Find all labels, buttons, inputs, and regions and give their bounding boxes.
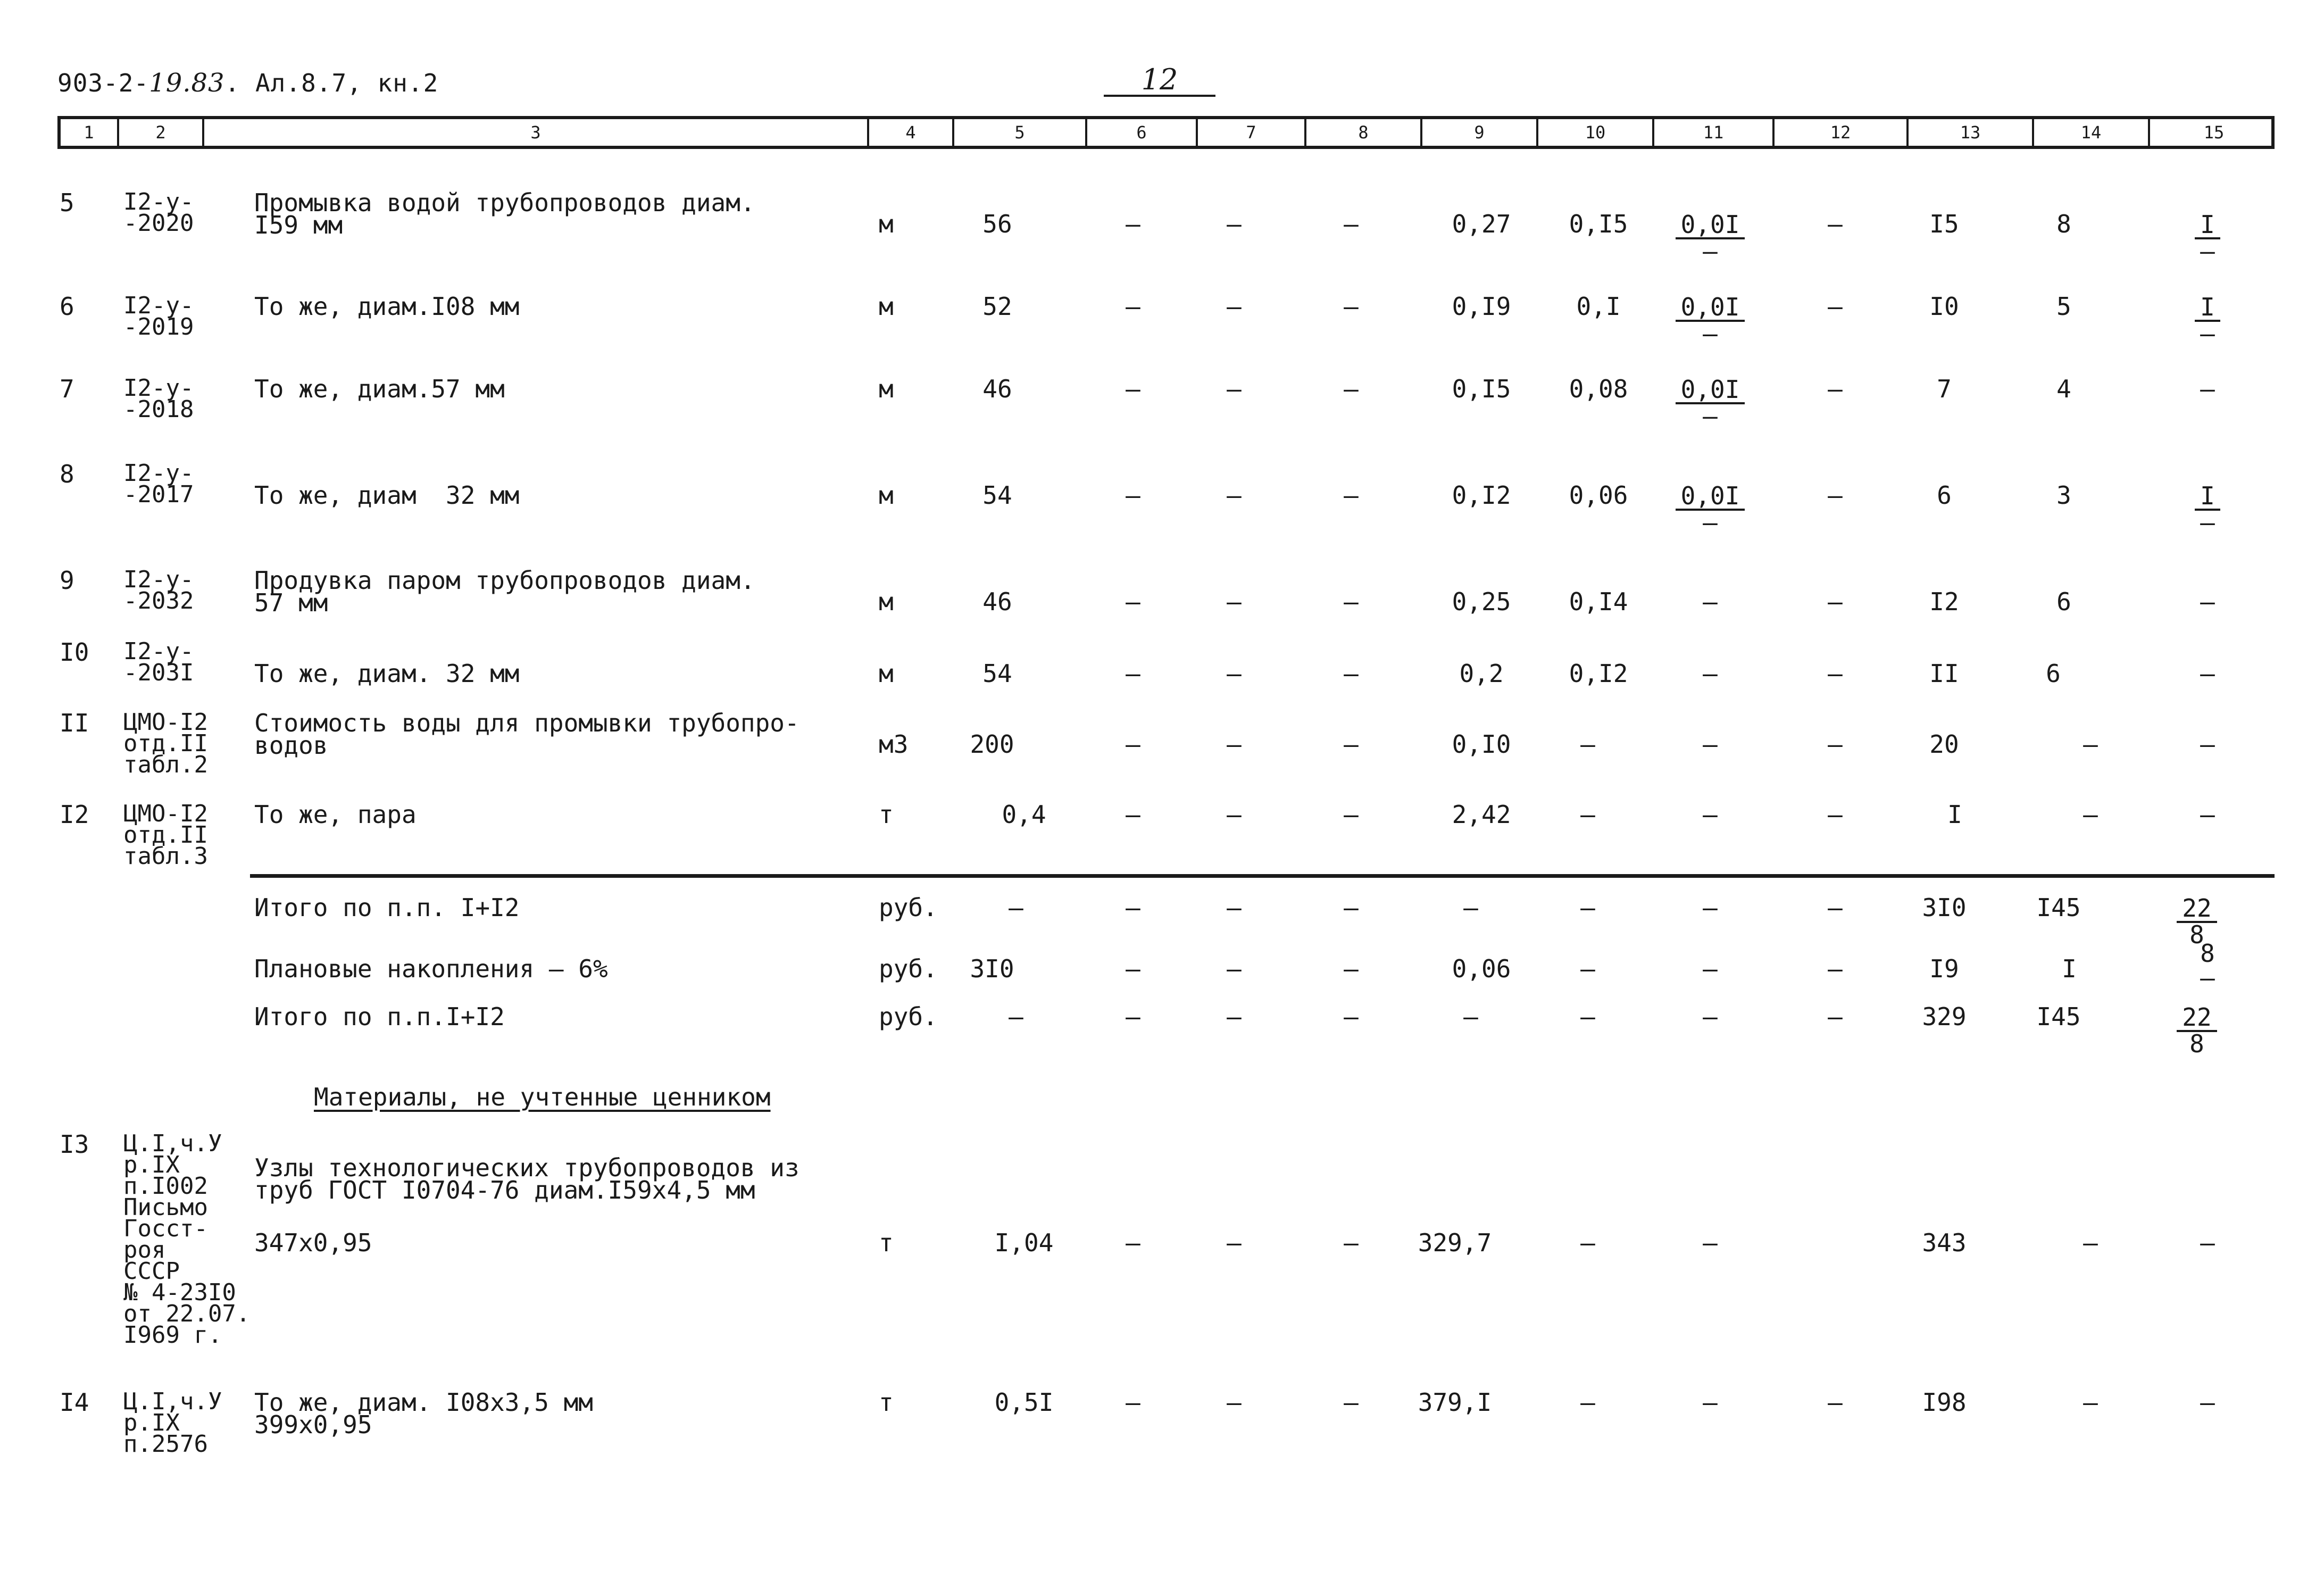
col15-top: 8 [2200,939,2215,968]
col-num-6: 6 [1085,119,1196,146]
row-number: I3 [60,1130,89,1159]
col6: – [1126,587,1140,616]
col14: – [2083,1388,2098,1417]
row-number: I4 [60,1388,89,1417]
quantity: 3I0 [970,954,1014,983]
quantity: 46 [982,587,1012,616]
document-code-handwritten: 19.83 [149,68,225,98]
col6: – [1126,1388,1140,1417]
col8: – [1344,893,1359,922]
col15-top: I [2195,213,2220,239]
col11: – [1703,954,1718,983]
col8: – [1344,730,1359,759]
col15 [2154,1003,2239,1058]
col13: 343 [1922,1228,1967,1257]
col11-top: 0,0I [1676,484,1745,511]
col13: I5 [1929,210,1959,238]
col13: I [1947,800,1962,829]
quantity: 46 [982,375,1012,403]
total-name: Плановые накопления – 6% [254,954,608,983]
col12: – [1828,481,1843,510]
col14: 8 [2056,210,2071,238]
col14: – [2083,1228,2098,1257]
col10: – [1580,730,1595,759]
col6: – [1126,210,1140,238]
col10: – [1580,893,1595,922]
col13: 20 [1929,730,1959,759]
unit: т [879,1388,894,1417]
col14: I45 [2036,1002,2081,1031]
col14: 6 [2046,659,2061,688]
col9: 329,7 [1418,1228,1492,1257]
col-num-8: 8 [1304,119,1420,146]
col15-top: I [2195,295,2220,322]
col15-bottom: – [2200,237,2215,265]
section-title: Материалы, не учтенные ценником [314,1083,771,1111]
col11: – [1703,587,1718,616]
row-number: I2 [60,800,89,829]
col8: – [1344,587,1359,616]
col10: 0,I5 [1569,210,1628,238]
col15 [2154,894,2239,949]
unit: руб. [879,954,938,983]
unit: руб. [879,893,938,922]
norm-code: I2-у- -2032 [123,566,194,614]
col15-top: I [2195,484,2220,511]
material-name: То же, диам. I08х3,5 мм 399х0,95 [254,1388,593,1439]
col6: – [1126,893,1140,922]
norm-code: I2-у- -2019 [123,292,194,340]
col10: – [1580,1228,1595,1257]
unit: т [879,1228,894,1257]
col-num-5: 5 [952,119,1085,146]
col7: – [1227,1002,1242,1031]
col11: – [1703,730,1718,759]
col10: 0,06 [1569,481,1628,510]
col15 [2165,293,2250,348]
col15-bottom: 8 [2189,920,2204,949]
document-code-suffix: . Ал.8.7, кн.2 [224,69,439,97]
col13: II [1929,659,1959,688]
col11-bottom: – [1703,508,1718,537]
col9: 2,42 [1452,800,1511,829]
unit: м [879,659,894,688]
col8: – [1344,1002,1359,1031]
col10: 0,I4 [1569,587,1628,616]
unit: м [879,481,894,510]
col6: – [1126,481,1140,510]
col13: 6 [1937,481,1952,510]
col9: 0,06 [1452,954,1511,983]
quantity: – [1009,893,1023,922]
quantity: 52 [982,292,1012,321]
col11-bottom: – [1703,237,1718,265]
col8: – [1344,292,1359,321]
col-num-7: 7 [1196,119,1304,146]
col11-top: 0,0I [1676,378,1745,404]
col12: – [1828,954,1843,983]
unit: м [879,292,894,321]
col7: – [1227,954,1242,983]
col15: – [2200,1228,2215,1257]
col7: – [1227,800,1242,829]
work-name: То же, пара [254,800,417,829]
quantity: 0,5I [994,1388,1054,1417]
col12: – [1828,375,1843,403]
col13: I9 [1929,954,1959,983]
col12: – [1828,210,1843,238]
unit: м [879,587,894,616]
col13: I2 [1929,587,1959,616]
norm-code: Ц.I,ч.У р.IХ п.2576 [123,1388,222,1458]
col12: – [1828,893,1843,922]
document-code [57,68,438,98]
col15: – [2200,1388,2215,1417]
col9: 0,I9 [1452,292,1511,321]
col8: – [1344,954,1359,983]
col14: 6 [2056,587,2071,616]
col15-top: 22 [2177,1005,2217,1032]
col14: I [2062,954,2077,983]
col15: – [2200,587,2215,616]
row-number: 8 [60,460,74,488]
col8: – [1344,1228,1359,1257]
work-name: То же, диам.57 мм [254,375,505,403]
col13: I0 [1929,292,1959,321]
col7: – [1227,893,1242,922]
col11 [1665,375,1755,430]
col11: – [1703,1388,1718,1417]
col9: – [1463,1002,1478,1031]
col8: – [1344,375,1359,403]
col15: – [2200,730,2215,759]
col9: 0,I0 [1452,730,1511,759]
col-num-1: 1 [84,122,94,143]
col10: – [1580,800,1595,829]
work-name: То же, диам. 32 мм [254,659,520,688]
col14: – [2083,730,2098,759]
col7: – [1227,1228,1242,1257]
col9: 0,25 [1452,587,1511,616]
col12: – [1828,730,1843,759]
col15-bottom: – [2200,963,2215,992]
col12: – [1828,587,1843,616]
norm-code: I2-у- -2018 [123,375,194,423]
col11 [1665,481,1755,537]
col6: – [1126,730,1140,759]
col11 [1665,293,1755,348]
col11: – [1703,800,1718,829]
col14: 4 [2056,375,2071,403]
total-name: Итого по п.п.I+I2 [254,1002,505,1031]
col9: 379,I [1418,1388,1492,1417]
col9: 0,I5 [1452,375,1511,403]
col-num-3: 3 [202,119,867,146]
col7: – [1227,1388,1242,1417]
col15-bottom: – [2200,508,2215,537]
col-num-9: 9 [1420,119,1536,146]
col14: I45 [2036,893,2081,922]
norm-code: I2-у- -203I [123,638,194,686]
total-name: Итого по п.п. I+I2 [254,893,520,922]
col-num-11: 11 [1652,119,1772,146]
col11: – [1703,659,1718,688]
col14: 3 [2056,481,2071,510]
norm-code: ЦМО-I2 отд.II табл.3 [123,800,208,870]
norm-code: I2-у- -2017 [123,460,194,508]
col7: – [1227,375,1242,403]
col-num-2: 2 [117,119,202,146]
col12: – [1828,659,1843,688]
col15 [2165,939,2250,992]
col12: – [1828,292,1843,321]
work-name: Стоимость воды для промывки трубопро- водов [254,709,799,760]
quantity: I,04 [994,1228,1054,1257]
col14: 5 [2056,292,2071,321]
col11-bottom: – [1703,402,1718,430]
col13: 329 [1922,1002,1967,1031]
row-number: 6 [60,292,74,321]
work-name: То же, диам.I08 мм [254,292,520,321]
unit: руб. [879,1002,938,1031]
col6: – [1126,1228,1140,1257]
work-name: Продувка паром трубопроводов диам. 57 мм [254,566,755,617]
col10: – [1580,1388,1595,1417]
col9: – [1463,893,1478,922]
col15 [2165,210,2250,265]
col9: 0,2 [1459,659,1504,688]
col9: 0,I2 [1452,481,1511,510]
col-num-15: 15 [2148,119,2278,146]
col12: – [1828,800,1843,829]
col8: – [1344,659,1359,688]
quantity: 0,4 [1002,800,1046,829]
row-number: II [60,709,89,737]
quantity: 54 [982,481,1012,510]
col11: – [1703,1228,1718,1257]
col6: – [1126,1002,1140,1031]
col15-bottom: 8 [2189,1029,2204,1058]
col-num-10: 10 [1536,119,1652,146]
material-name: Узлы технологических трубопроводов из труб ГОСТ I0704-76 диам.I59х4,5 мм [254,1153,799,1204]
row-number: I0 [60,638,89,667]
col15: – [2200,375,2215,403]
col10: 0,I2 [1569,659,1628,688]
col11-top: 0,0I [1676,213,1745,239]
col8: – [1344,800,1359,829]
col11: – [1703,893,1718,922]
quantity: 56 [982,210,1012,238]
material-calc: 347х0,95 [254,1228,372,1257]
col6: – [1126,375,1140,403]
col11 [1665,210,1755,265]
col11-top: 0,0I [1676,295,1745,322]
col-num-4: 4 [867,119,952,146]
col15-bottom: – [2200,319,2215,348]
totals-separator [250,874,2275,878]
quantity: 54 [982,659,1012,688]
unit: т [879,800,894,829]
unit: м [879,210,894,238]
col11: – [1703,1002,1718,1031]
col6: – [1126,659,1140,688]
col15: – [2200,659,2215,688]
unit: м [879,375,894,403]
col7: – [1227,587,1242,616]
row-number: 5 [60,188,74,217]
col15 [2165,481,2250,537]
col7: – [1227,292,1242,321]
col8: – [1344,481,1359,510]
col13: I98 [1922,1388,1967,1417]
col-num-12: 12 [1772,119,1906,146]
col7: – [1227,730,1242,759]
col8: – [1344,210,1359,238]
col10: 0,08 [1569,375,1628,403]
col12: – [1828,1002,1843,1031]
work-name: То же, диам 32 мм [254,481,520,510]
quantity: 200 [970,730,1014,759]
col-num-13: 13 [1906,119,2032,146]
col14: – [2083,800,2098,829]
norm-code: Ц.I,ч.У р.IХ п.I002 Письмо Госст- роя СССР № 4-23I0 от 22.07. I969 г. [123,1130,251,1349]
page-number: 12 [1104,65,1215,97]
col15-top: 22 [2177,896,2217,923]
col6: – [1126,292,1140,321]
unit: м3 [879,730,909,759]
norm-code: I2-у- -2020 [123,188,194,237]
work-name: Промывка водой трубопроводов диам. I59 мм [254,188,755,239]
col10: – [1580,1002,1595,1031]
col8: – [1344,1388,1359,1417]
col6: – [1126,954,1140,983]
col7: – [1227,659,1242,688]
col7: – [1227,210,1242,238]
column-number-header [57,116,2275,149]
col7: – [1227,481,1242,510]
quantity: – [1009,1002,1023,1031]
row-number: 9 [60,566,74,595]
col-num-14: 14 [2032,119,2148,146]
col11-bottom: – [1703,319,1718,348]
col9: 0,27 [1452,210,1511,238]
col13: 3I0 [1922,893,1967,922]
col10: 0,I [1576,292,1621,321]
col12: – [1828,1388,1843,1417]
col13: 7 [1937,375,1952,403]
norm-code: ЦМО-I2 отд.II табл.2 [123,709,208,778]
col6: – [1126,800,1140,829]
col15: – [2200,800,2215,829]
row-number: 7 [60,375,74,403]
col10: – [1580,954,1595,983]
document-code-prefix: 903-2- [57,69,149,97]
